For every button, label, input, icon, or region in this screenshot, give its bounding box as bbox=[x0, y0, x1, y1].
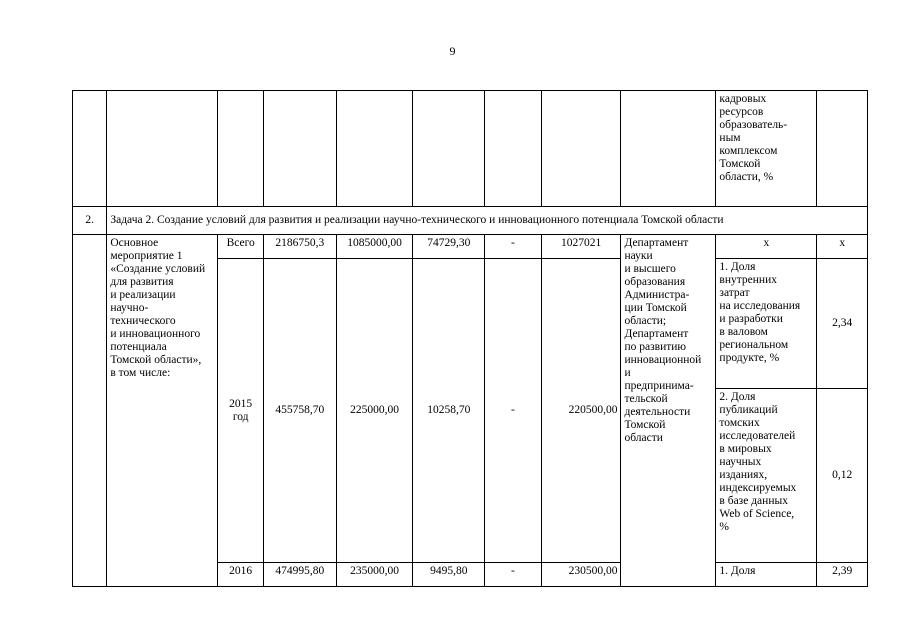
value-cell: - bbox=[485, 259, 542, 563]
indicator-cell: 2. Доля публикаций томских исследователей в мировых научных изданиях, индексируемых в базе данных Web of Science, % bbox=[716, 389, 817, 563]
activity-name: Основное мероприятие 1 «Создание условий для развития и реализации научно- технического и инновационного потенциала Томской области», в том числе: bbox=[107, 235, 218, 587]
value-cell: 2186750,3 bbox=[263, 235, 336, 259]
value-cell: 474995,80 bbox=[263, 563, 336, 587]
period-cell: Всего bbox=[218, 235, 263, 259]
task-number: 2. bbox=[73, 207, 107, 235]
indicator-value: х bbox=[817, 235, 868, 259]
indicator-cell: 1. Доля bbox=[716, 563, 817, 587]
value-cell: 455758,70 bbox=[263, 259, 336, 563]
table-row bbox=[73, 235, 868, 259]
table-row bbox=[73, 91, 868, 207]
indicator-value: 0,12 bbox=[817, 389, 868, 563]
indicator-value: 2,34 bbox=[817, 259, 868, 389]
executor-cell: Департамент науки и высшего образования Администра- ции Томской области; Департамент по развитию инновационной и предпринима- тельской деятельности Томской области bbox=[621, 235, 716, 587]
task-title: Задача 2. Создание условий для развития и реализации научно-технического и инновационного потенциала Томской области bbox=[107, 207, 868, 235]
value-cell: 9495,80 bbox=[413, 563, 485, 587]
page-number: 9 bbox=[449, 44, 456, 58]
value-cell: 220500,00 bbox=[541, 259, 621, 563]
value-cell: 1027021 bbox=[541, 235, 621, 259]
value-cell: 1085000,00 bbox=[336, 235, 413, 259]
program-table bbox=[72, 90, 868, 587]
value-cell: 235000,00 bbox=[336, 563, 413, 587]
value-cell: 74729,30 bbox=[413, 235, 485, 259]
indicator-value: 2,39 bbox=[817, 563, 868, 587]
task-row bbox=[73, 207, 868, 235]
indicator-cell: х bbox=[716, 235, 817, 259]
period-cell: 2015 год bbox=[218, 259, 263, 563]
value-cell: - bbox=[485, 563, 542, 587]
indicator-cell: 1. Доля внутренних затрат на исследования и разработки в валовом региональном продукте, % bbox=[716, 259, 817, 389]
period-cell: 2016 bbox=[218, 563, 263, 587]
value-cell: 225000,00 bbox=[336, 259, 413, 563]
value-cell: 10258,70 bbox=[413, 259, 485, 563]
indicator-cell: кадровых ресурсов образователь- ным комплексом Томской области, % bbox=[716, 91, 817, 207]
value-cell: - bbox=[485, 235, 542, 259]
value-cell: 230500,00 bbox=[541, 563, 621, 587]
